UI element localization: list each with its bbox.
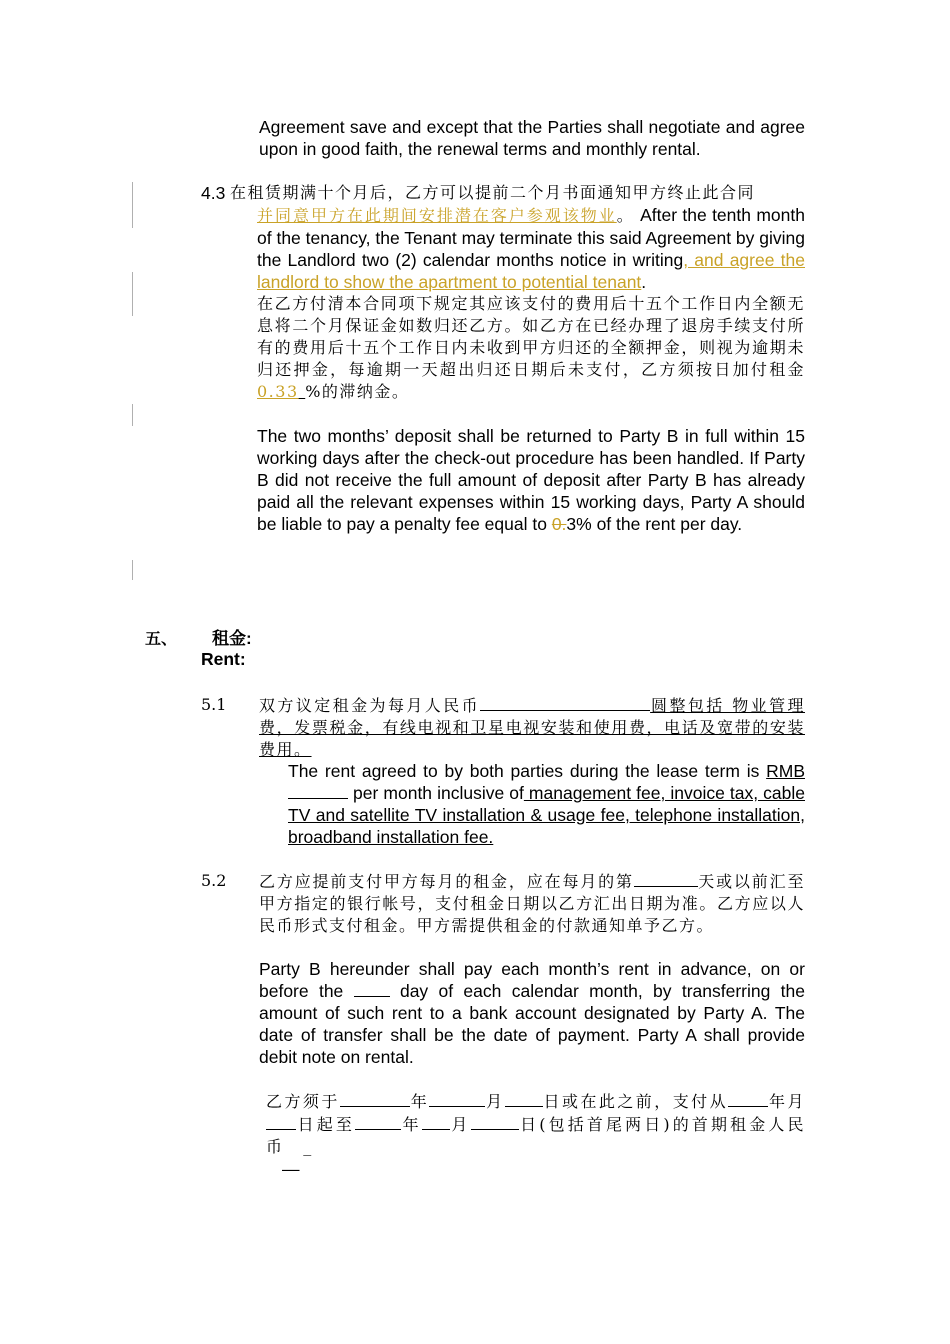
revision-insert-en: , and agree the landlord to show the apartment to potential tenant: [257, 250, 805, 292]
section-5-title-en: Rent:: [201, 649, 246, 669]
deposit-return-zh: 在乙方付清本合同项下规定其应该支付的费用后十五个工作日内全额无息将二个月保证金如数归还乙方。如乙方在已经办理了退房手续支付所有的费用后十五个工作日内未收到甲方归还的全额押金，则视为逾期未归还押金，每逾期一天超出归还日期后未支付，乙方须按日加付租金 0.33 %的滞纳金。: [257, 294, 805, 401]
clause-4-3-number: 4.3: [201, 183, 226, 203]
revision-bar: [132, 404, 133, 426]
section-5-title-zh: 租金:: [212, 629, 252, 648]
paragraph-continued: Agreement save and except that the Parties shall negotiate and agree upon in good faith, the renewal terms and monthly rental.: [259, 117, 805, 159]
revision-delete: 0.: [551, 514, 567, 534]
clause-5-2-en: Party B hereunder shall pay each month’s rent in advance, on or before the day of each calendar month, by transferring the amount of such rent to a bank account designated by Party A. The date of transfer shall be the date of payment. Party A shall provide debit note on rental.: [259, 959, 806, 1067]
revision-bar: [132, 182, 133, 228]
section-5-number: 五、: [145, 629, 178, 648]
blank-field[interactable]: [728, 1090, 768, 1107]
blank-field[interactable]: [355, 1113, 401, 1130]
revision-insert-zh: 并同意甲方在此期间安排潜在客户参观该物业: [257, 206, 617, 225]
blank-field[interactable]: [429, 1090, 485, 1107]
revision-delete: 0.33: [257, 382, 299, 401]
first-payment-zh: 乙方须于 年 月 日或在此之前，支付从 年月日起至 年 月 日(包括首尾两日)的首期租金人民币 _: [266, 1092, 805, 1156]
blank-field[interactable]: [480, 694, 650, 711]
blank-field[interactable]: [422, 1113, 450, 1130]
clause-5-2-zh: 乙方应提前支付甲方每月的租金，应在每月的第 天或以前汇至甲方指定的银行帐号，支付租金日期以乙方汇出日期为准。乙方应以人民币形式支付租金。甲方需提供租金的付款通知单予乙方。: [259, 872, 805, 935]
deposit-return-en: The two months’ deposit shall be returned to Party B in full within 15 working days after the check-out procedure has been handled. If Party B did not receive the full amount of deposit after Party B has already paid all the relevant expenses within 15 working days, Party A should be liable to pay a penalty fee equal to 0.3% of the rent per day.: [257, 426, 805, 534]
blank-field[interactable]: [471, 1113, 519, 1130]
revision-bar: [132, 560, 133, 580]
clause-5-1-number: 5.1: [201, 695, 227, 714]
clause-4-3-mixed: 并同意甲方在此期间安排潜在客户参观该物业。 After the tenth month of the tenancy, the Tenant may terminate this said Agreement by giving the Landlord two (2) calendar months notice in writing, and agree the landlord to show the apartment to potential tenant.: [257, 205, 806, 292]
blank-field[interactable]: [288, 782, 348, 799]
clause-5-1-en: The rent agreed to by both parties during the lease term is RMB per month inclusive of management fee, invoice tax, cable TV and satellite TV installation & usage fee, telephone installation, broadband installation fee.: [288, 761, 805, 847]
blank-field[interactable]: [354, 980, 390, 997]
clause-4-3: [230, 182, 805, 535]
clause-5-1-zh: 双方议定租金为每月人民币 圆整包括 物业管理费，发票税金，有线电视和卫星电视安装和使用费，电话及宽带的安装费用。: [259, 696, 805, 759]
revision-bar: [132, 272, 133, 316]
blank-field[interactable]: [505, 1090, 543, 1107]
clause-5-2-number: 5.2: [201, 871, 227, 890]
blank-field[interactable]: [340, 1090, 410, 1107]
clause-4-3-zh: 在租赁期满十个月后，乙方可以提前二个月书面通知甲方终止此合同: [230, 183, 756, 202]
blank-field[interactable]: [634, 870, 698, 887]
blank-field[interactable]: [266, 1113, 296, 1130]
first-payment-underline: —: [282, 1159, 300, 1179]
